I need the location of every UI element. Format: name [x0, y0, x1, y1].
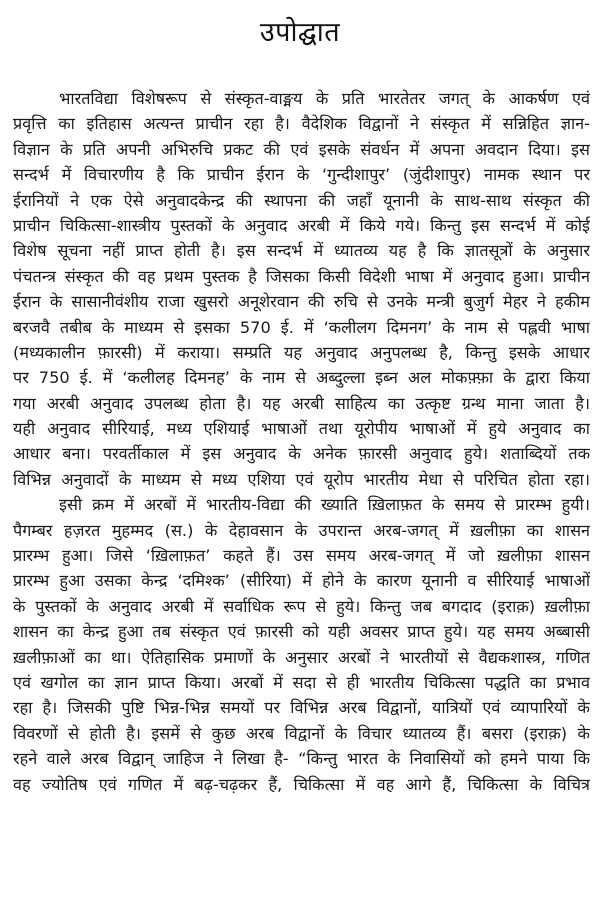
text-line: यही अनुवाद सीरियाई, मध्य एशियाई भाषाओं तथा यूरोपीय भाषाओं में हुये अनुवाद का	[13, 419, 590, 439]
text-line: रहा है। जिसकी पुष्टि भिन्न-भिन्न समयों पर विभिन्न अरब विद्वानों, यात्रियों एवं व्यापारियों के	[13, 698, 590, 718]
text-line: शासन का केन्द्र हुआ तब संस्कृत एवं फ़ारसी को यही अवसर प्राप्त हुये। यह समय अब्बासी	[13, 622, 590, 642]
body-text	[13, 86, 590, 797]
text-line: इसी क्रम में अरबों में भारतीय-विद्या की ख्याति ख़िलाफ़त के समय से प्रारम्भ हुयी।	[59, 495, 590, 515]
text-line: विज्ञान के प्रति अपनी अभिरुचि प्रकट की एवं इसके संवर्धन में अपना अवदान दिया। इस	[13, 139, 590, 159]
text-line: रहने वाले अरब विद्वान् जाहिज ने लिखा है- “किन्तु भारत के निवासियों को हमने पाया कि	[13, 749, 590, 769]
text-line: पैगम्बर हज़रत मुहम्मद (स.) के देहावसान के उपरान्त अरब-जगत् में ख़लीफ़ा का शासन	[13, 520, 590, 540]
text-line: गया अरबी अनुवाद उपलब्ध होता है। यह अरबी साहित्य का उत्कृष्ट ग्रन्थ माना जाता है।	[13, 393, 590, 413]
text-line: विभिन्न अनुवादों के माध्यम से मध्य एशिया एवं यूरोप भारतीय मेधा से परिचित होता रहा।	[13, 469, 590, 489]
text-line: सन्दर्भ में विचारणीय है कि प्राचीन ईरान के ‘गुन्दीशापुर’ (जुंदीशापुर) नामक स्थान पर	[13, 165, 590, 185]
text-line: विशेष सूचना नहीं प्राप्त होती है। इस सन्दर्भ में ध्यातव्य यह है कि ज्ञातसूत्रों के अनुसार	[13, 241, 590, 261]
page-title: उपोद्घात	[259, 17, 341, 48]
text-line: ईरान के सासानीवंशीय राजा खुसरो अनूशेरवान की रुचि से उनके मन्त्री बुजुर्ग मेहर ने हकीम	[13, 292, 590, 312]
text-line: ईरानियों ने एक ऐसे अनुवादकेन्द्र की स्थापना की जहाँ यूनानी के साथ-साथ संस्कृत की	[13, 190, 590, 210]
text-line: (मध्यकालीन फ़ारसी) में कराया। सम्प्रति यह अनुवाद अनुपलब्ध है, किन्तु इसके आधार	[13, 342, 590, 362]
text-line: वह ज्योतिष एवं गणित में बढ़-चढ़कर हैं, चिकित्सा में वह आगे हैं, चिकित्सा के विचित्र	[13, 774, 590, 794]
text-line: एवं खगोल का ज्ञान प्राप्त किया। अरबों में सदा से ही भारतीय चिकित्सा पद्धति का प्रभाव	[13, 672, 590, 692]
text-line: पंचतन्त्र संस्कृत की वह प्रथम पुस्तक है जिसका किसी विदेशी भाषा में अनुवाद हुआ। प्राचीन	[13, 266, 590, 286]
text-line: प्रवृत्ति का इतिहास अत्यन्त प्राचीन रहा है। वैदेशिक विद्वानों ने संस्कृत में सन्निहित ज्ञान-	[13, 114, 590, 134]
text-line: प्रारम्भ हुआ। जिसे ‘ख़िलाफ़त’ कहते हैं। उस समय अरब-जगत् में जो ख़लीफ़ा शासन	[13, 546, 590, 566]
text-line: ख़लीफ़ाओं का था। ऐतिहासिक प्रमाणों के अनुसार अरबों ने भारतीयों से वैद्यकशास्त्र, गणित	[13, 647, 590, 667]
text-line: पर 750 ई. में ‘कलीलह दिमनह’ के नाम से अब्दुल्ला इब्न अल मोकफ़्फ़ा के द्वारा किया	[13, 368, 590, 388]
text-line: के पुस्तकों के अनुवाद अरबी में सर्वाधिक रूप से हुये। किन्तु जब बगदाद (इराक़) ख़लीफ़ा	[13, 596, 590, 616]
text-line: विवरणों से होती है। इसमें से कुछ अरब विद्वानों के विचार ध्यातव्य हैं। बसरा (इराक़) के	[13, 723, 590, 743]
text-line: बरजवै तबीब के माध्यम से इसका 570 ई. में ‘कलीलग दिमनग’ के नाम से पह्लवी भाषा	[13, 317, 590, 337]
text-line: प्राचीन चिकित्सा-शास्त्रीय पुस्तकों के अनुवाद अरबी में किये गये। किन्तु इस सन्दर्भ में कोई	[13, 215, 590, 235]
text-line: भारतविद्या विशेषरूप से संस्कृत-वाङ्मय के प्रति भारतेतर जगत् के आकर्षण एवं	[59, 89, 590, 108]
text-line: प्रारम्भ हुआ उसका केन्द्र ‘दमिश्क’ (सीरिया) में होने के कारण यूनानी व सीरियाई भाषाओं	[13, 571, 590, 591]
text-line: आधार बना। परवर्तीकाल में इस अनुवाद के अनेक फ़ारसी अनुवाद हुये। शताब्दियों तक	[13, 444, 590, 464]
